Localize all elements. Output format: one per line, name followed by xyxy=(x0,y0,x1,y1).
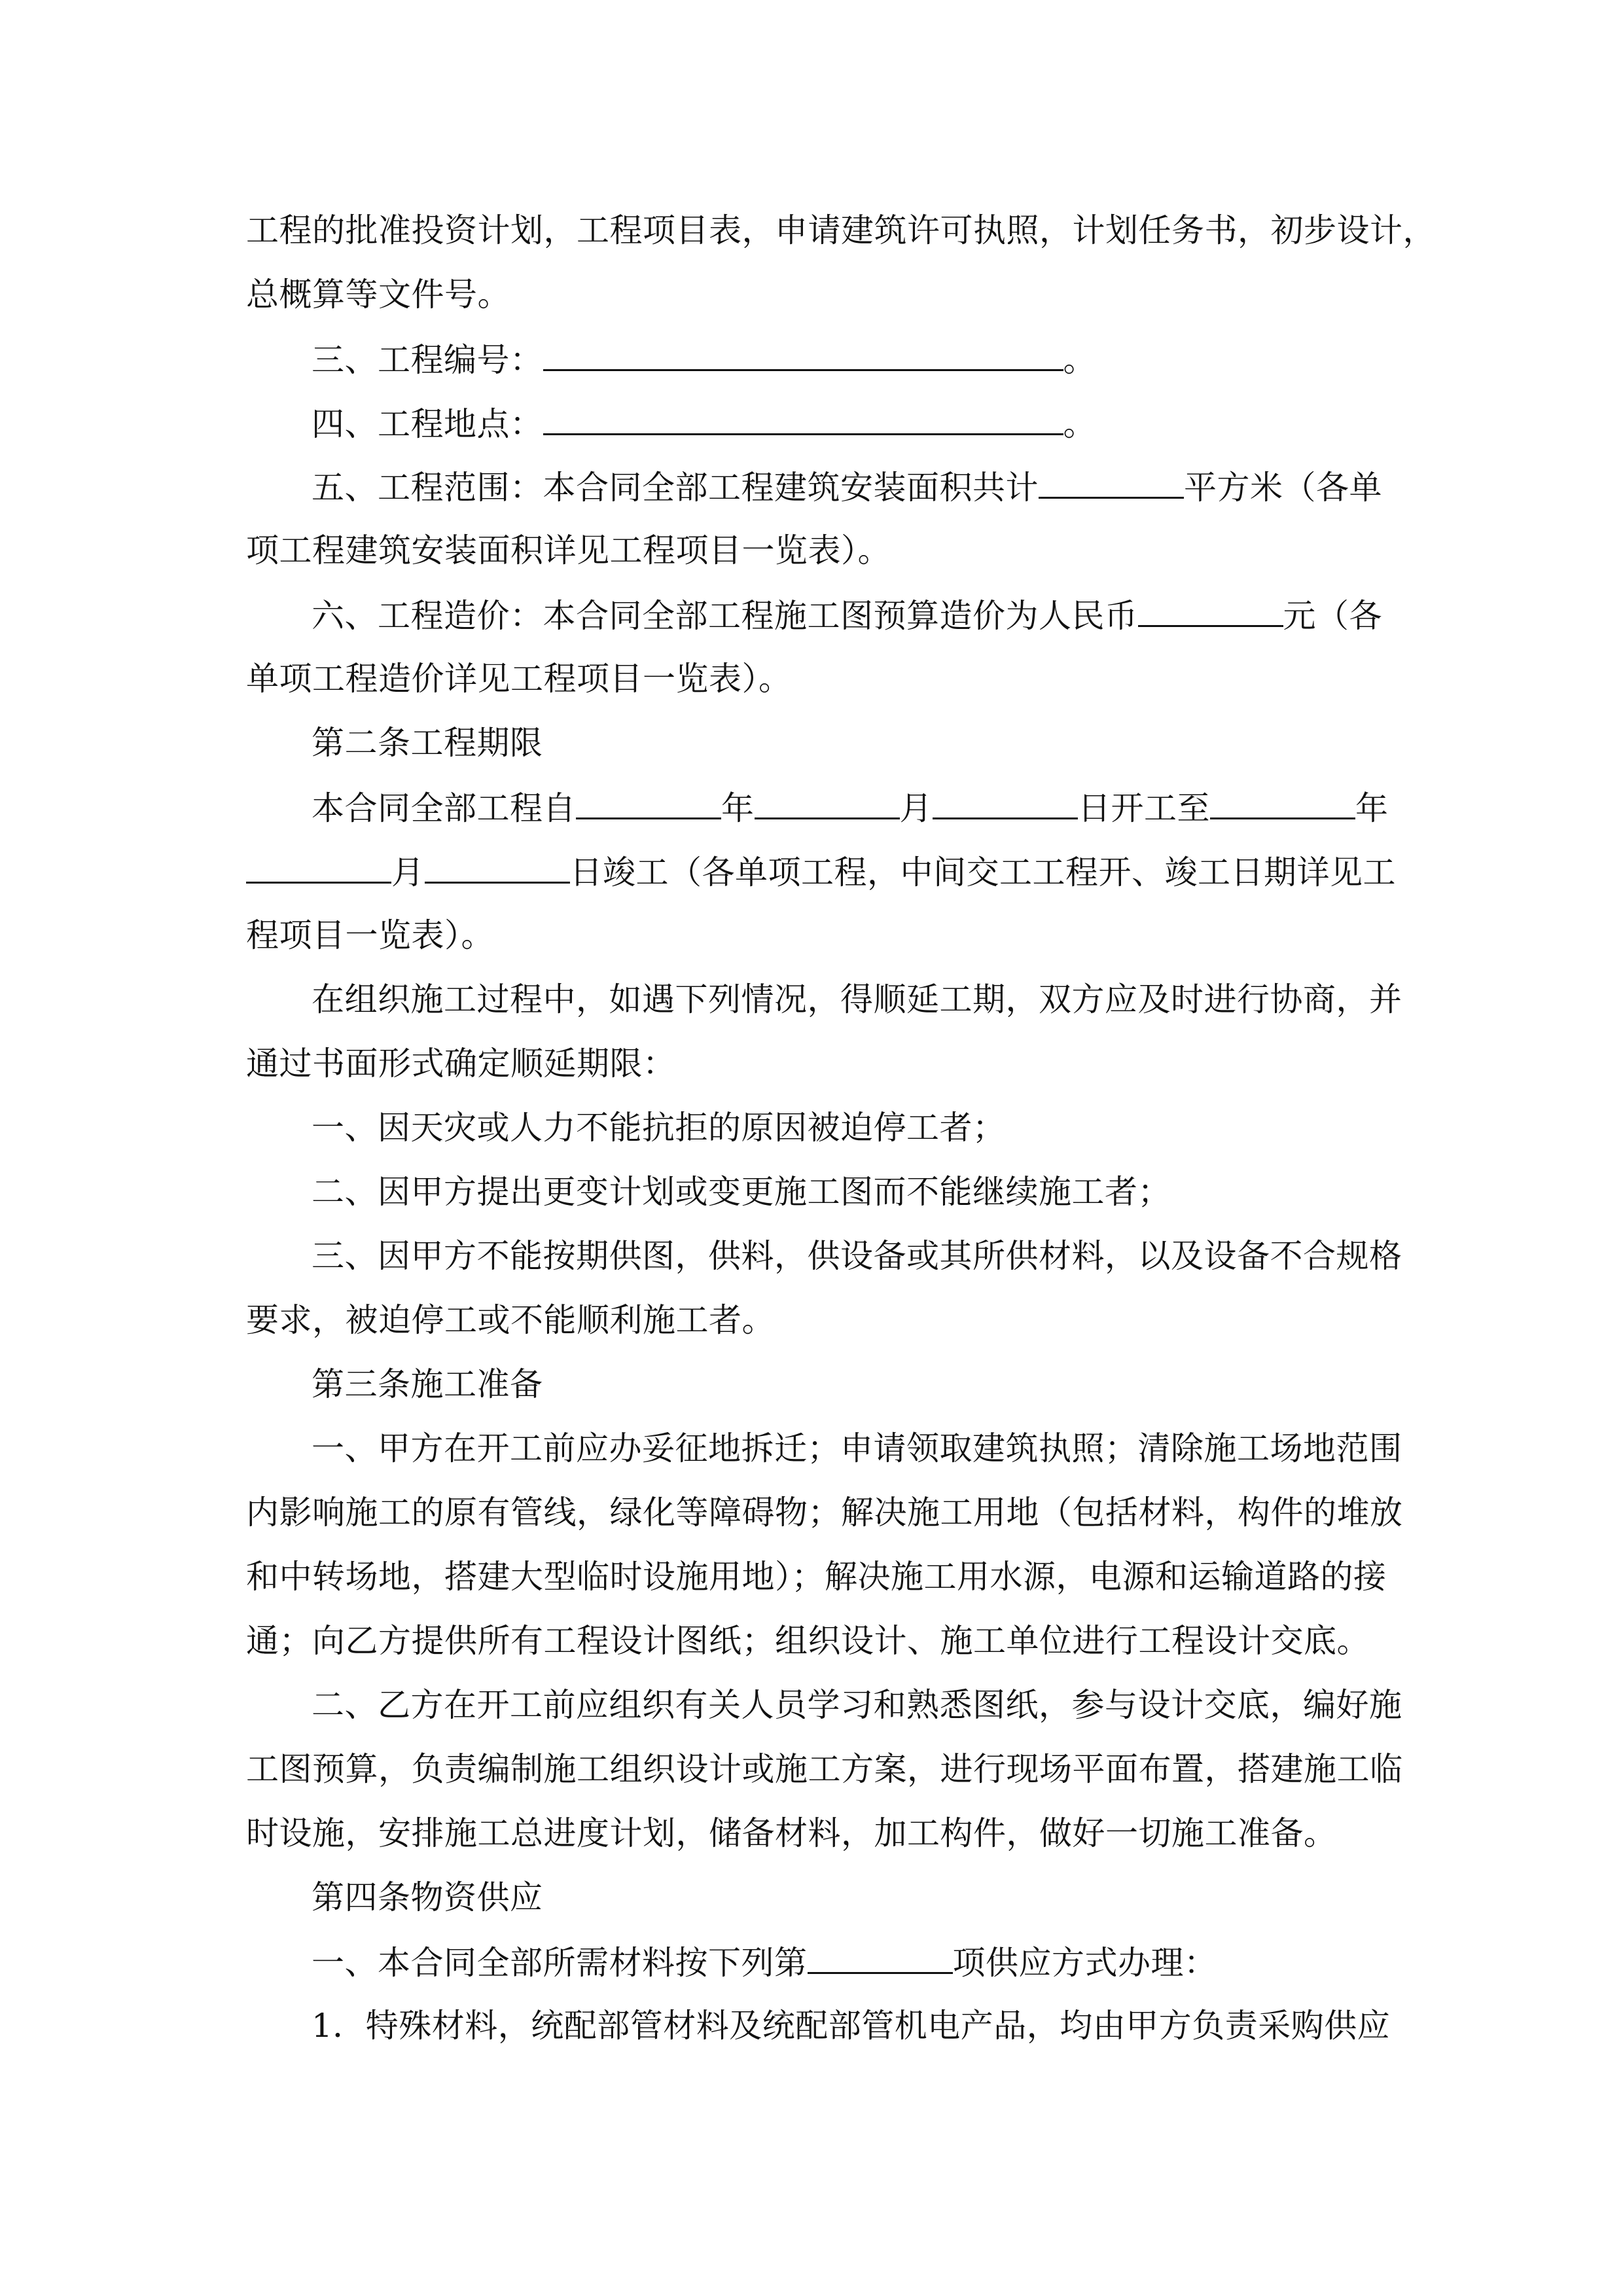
fill-in-blank xyxy=(755,787,900,819)
text-span: 平方米（各单 xyxy=(1184,469,1382,507)
text-line xyxy=(312,1685,1402,1725)
text-span: 五、工程范围：本合同全部工程建筑安装面积共计 xyxy=(312,469,1039,507)
text-span: 项供应方式办理： xyxy=(952,1944,1217,1982)
text-line xyxy=(246,1557,1387,1596)
text-line xyxy=(246,531,1378,570)
text-line xyxy=(312,1942,1378,1981)
text-span: 程项目一览表）。 xyxy=(246,916,494,954)
text-line xyxy=(312,980,1402,1019)
fill-in-blank xyxy=(1210,787,1355,819)
text-line xyxy=(246,659,1378,698)
text-span: 二、因甲方提出更变计划或变更施工图而不能继续施工者； xyxy=(312,1173,1171,1211)
text-line xyxy=(312,787,1389,827)
text-span: 。 xyxy=(1063,405,1096,443)
text-line xyxy=(246,1749,1403,1789)
text-span: 一、甲方在开工前应办妥征地拆迁；申请领取建筑执照；清除施工场地范围 xyxy=(312,1429,1402,1467)
text-span: 要求，被迫停工或不能顺利施工者。 xyxy=(246,1301,775,1339)
text-line xyxy=(246,1044,1378,1083)
text-line xyxy=(246,1814,1378,1853)
text-span: 日竣工（各单项工程，中间交工工程开、竣工日期详见工 xyxy=(569,853,1396,891)
text-span: 日开工至 xyxy=(1078,789,1210,827)
text-span: 二、乙方在开工前应组织有关人员学习和熟悉图纸，参与设计交底，编好施 xyxy=(312,1686,1402,1724)
fill-in-blank xyxy=(425,852,570,884)
text-span: 和中转场地，搭建大型临时设施用地）；解决施工用水源，电源和运输道路的接 xyxy=(246,1558,1387,1596)
text-line xyxy=(312,1108,1378,1147)
text-span: 。 xyxy=(1063,341,1096,379)
text-span: 第二条工程期限 xyxy=(312,724,543,762)
text-line xyxy=(246,275,1378,314)
text-span: 时设施，安排施工总进度计划，储备材料，加工构件，做好一切施工准备。 xyxy=(246,1814,1337,1852)
text-span: 一、本合同全部所需材料按下列第 xyxy=(312,1944,808,1982)
text-line xyxy=(246,211,1436,250)
fill-in-blank xyxy=(808,1942,953,1974)
text-span: 四、工程地点： xyxy=(312,405,543,443)
text-span: 在组织施工过程中，如遇下列情况，得顺延工期，双方应及时进行协商，并 xyxy=(312,980,1402,1018)
text-span: 月 xyxy=(391,853,425,891)
text-span: 1．特殊材料，统配部管材料及统配部管机电产品，均由甲方负责采购供应 xyxy=(312,2007,1391,2045)
text-line xyxy=(312,1172,1378,1211)
section-heading xyxy=(312,723,1378,762)
text-line xyxy=(312,2006,1391,2045)
section-heading xyxy=(312,1878,1378,1917)
text-line xyxy=(312,467,1382,507)
text-span: 单项工程造价详见工程项目一览表）。 xyxy=(246,660,792,698)
text-line xyxy=(246,1493,1403,1532)
text-line xyxy=(312,595,1382,635)
fill-in-blank xyxy=(543,403,1063,435)
text-span: 总概算等文件号。 xyxy=(246,276,510,314)
text-span: 第三条施工准备 xyxy=(312,1365,543,1403)
text-line xyxy=(246,916,1378,955)
fill-in-blank xyxy=(246,852,391,884)
text-span: 本合同全部工程自 xyxy=(312,789,576,827)
text-line xyxy=(246,1300,1378,1340)
text-span: 元（各 xyxy=(1283,597,1382,635)
text-span: 月 xyxy=(899,789,933,827)
text-line xyxy=(312,1236,1402,1276)
text-line xyxy=(246,1621,1378,1660)
text-span: 三、因甲方不能按期供图，供料，供设备或其所供材料，以及设备不合规格 xyxy=(312,1237,1402,1275)
text-span: 三、工程编号： xyxy=(312,341,543,379)
text-span: 内影响施工的原有管线，绿化等障碍物；解决施工用地（包括材料，构件的堆放 xyxy=(246,1494,1403,1532)
text-span: 工程的批准投资计划，工程项目表，申请建筑许可执照，计划任务书，初步设计， xyxy=(246,211,1436,249)
fill-in-blank xyxy=(1039,467,1184,499)
text-span: 年 xyxy=(1355,789,1389,827)
fill-in-blank xyxy=(543,339,1063,371)
text-line xyxy=(246,852,1396,891)
text-line xyxy=(312,403,1378,442)
text-span: 工图预算，负责编制施工组织设计或施工方案，进行现场平面布置，搭建施工临 xyxy=(246,1750,1403,1788)
text-span: 通过书面形式确定顺延期限： xyxy=(246,1045,676,1083)
text-span: 一、因天灾或人力不能抗拒的原因被迫停工者； xyxy=(312,1109,1006,1147)
fill-in-blank xyxy=(933,787,1078,819)
fill-in-blank xyxy=(1138,595,1283,627)
text-span: 年 xyxy=(721,789,755,827)
fill-in-blank xyxy=(576,787,721,819)
text-span: 六、工程造价：本合同全部工程施工图预算造价为人民币 xyxy=(312,597,1138,635)
text-span: 第四条物资供应 xyxy=(312,1878,543,1916)
text-line xyxy=(312,1429,1402,1468)
section-heading xyxy=(312,1365,1378,1404)
text-span: 项工程建筑安装面积详见工程项目一览表）。 xyxy=(246,531,891,569)
text-line xyxy=(312,339,1378,378)
text-span: 通；向乙方提供所有工程设计图纸；组织设计、施工单位进行工程设计交底。 xyxy=(246,1622,1370,1660)
